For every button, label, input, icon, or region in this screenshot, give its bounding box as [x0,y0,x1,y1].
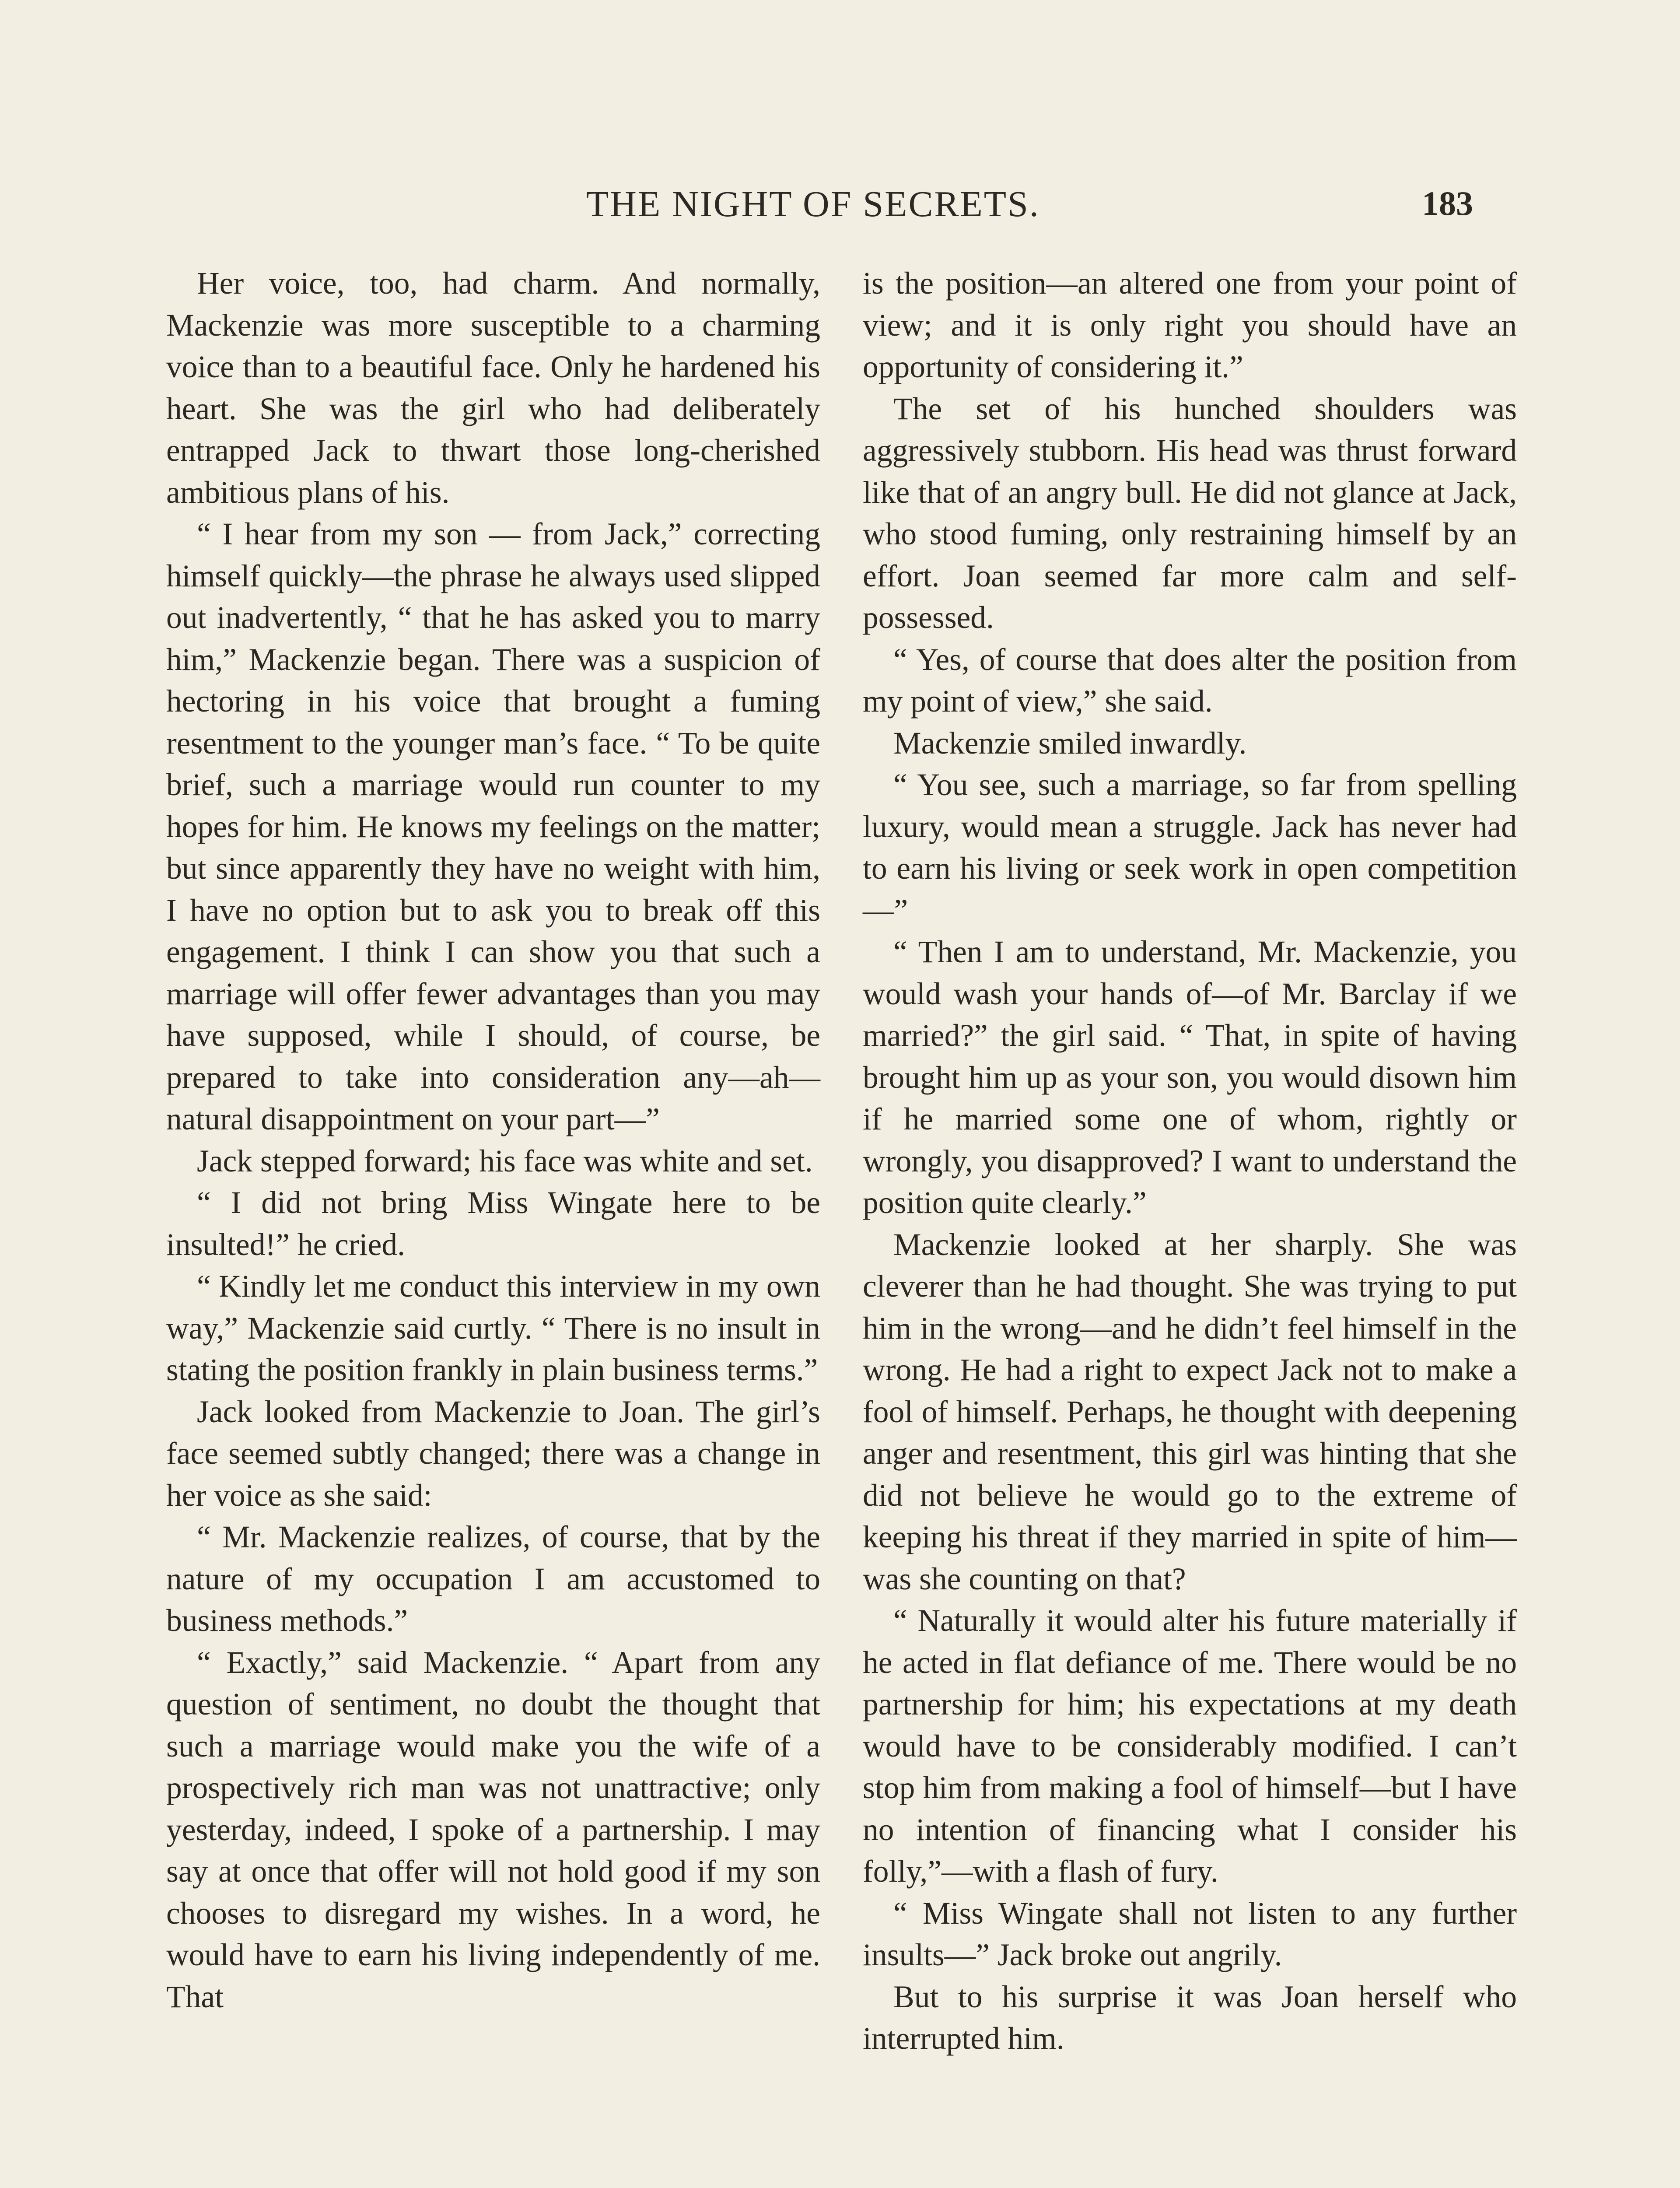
right-column [863,263,1517,2060]
paragraph: “ Exactly,” said Mackenzie. “ Apart from any question of sentiment, no doubt the thought that such a marriage would make you the wife of a prospectively rich man was not unattractive; only yesterday, indeed, I spoke of a partnership. I may say at once that offer will not hold good if my son chooses to disregard my wishes. In a word, he would have to earn his living independently of me. That [166,1645,820,2014]
paragraph: is the position—an altered one from your point of view; and it is only right you should have an opportunity of considering it.” [863,266,1517,384]
page-number: 183 [1422,184,1473,222]
paragraph: “ I did not bring Miss Wingate here to be insulted!” he cried. [166,1185,820,1262]
paragraph: “ Kindly let me conduct this interview in my own way,” Mackenzie said curtly. “ There is no insult in stating the position frankly in plain business terms.” [166,1269,820,1387]
paragraph: “ Mr. Mackenzie realizes, of course, that by the nature of my occupation I am accustomed to business methods.” [166,1520,820,1638]
paragraph: “ Yes, of course that does alter the position from my point of view,” she said. [863,642,1517,719]
running-title: THE NIGHT OF SECRETS. [586,184,1040,224]
paragraph: Jack looked from Mackenzie to Joan. The girl’s face seemed subtly changed; there was a change in her voice as she said: [166,1394,820,1513]
paragraph: “ Miss Wingate shall not listen to any further insults—” Jack broke out angrily. [863,1896,1517,1972]
paragraph: Mackenzie smiled inwardly. [893,726,1247,761]
paragraph: “ You see, such a marriage, so far from spelling luxury, would mean a struggle. Jack has never had to earn his living or seek work in open competition—” [863,768,1517,928]
paragraph: “ Naturally it would alter his future materially if he acted in flat defiance of me. There would be no partnership for him; his expectations at my death would have to be considerably modified. I can’t stop him from making a fool of himself—but I have no intention of financing what I consider his folly,”—with a flash of fury. [863,1603,1517,1889]
paragraph: “ I hear from my son — from Jack,” correcting himself quickly—the phrase he always used slipped out inadvertently, “ that he has asked you to marry him,” Mackenzie began. There was a suspicion of hectoring in his voice that brought a fuming resentment to the younger man’s face. “ To be quite brief, such a marriage would run counter to my hopes for him. He knows my feelings on the matter; but since apparently they have no weight with him, I have no option but to ask you to break off this engagement. I think I can show you that such a marriage will offer fewer advantages than you may have supposed, while I should, of course, be prepared to take into consideration any—ah—natural disappointment on your part—” [166,517,820,1136]
paragraph: The set of his hunched shoulders was aggressively stubborn. His head was thrust forward like that of an angry bull. He did not glance at Jack, who stood fuming, only restraining himself by an effort. Joan seemed far more calm and self-possessed. [863,391,1517,635]
paragraph: Her voice, too, had charm. And normally, Mackenzie was more susceptible to a charming voice than to a beautiful face. Only he hardened his heart. She was the girl who had deliberately entrapped Jack to thwart those long-cherished ambitious plans of his. [166,266,820,510]
paragraph: Mackenzie looked at her sharply. She was cleverer than he had thought. She was trying to put him in the wrong—and he didn’t feel himself in the wrong. He had a right to expect Jack not to make a fool of himself. Perhaps, he thought with deepening anger and resentment, this girl was hinting that she did not believe he would go to the extreme of keeping his threat if they married in spite of him—was she counting on that? [863,1227,1517,1596]
paragraph: “ Then I am to understand, Mr. Mackenzie, you would wash your hands of—of Mr. Barclay if we married?” the girl said. “ That, in spite of having brought him up as your son, you would disown him if he married some one of whom, rightly or wrongly, you disapproved? I want to understand the position quite clearly.” [863,935,1517,1220]
paragraph: Jack stepped forward; his face was white and set. [197,1143,813,1178]
left-column [166,263,820,2018]
paragraph: But to his surprise it was Joan herself who interrupted him. [863,1979,1517,2056]
